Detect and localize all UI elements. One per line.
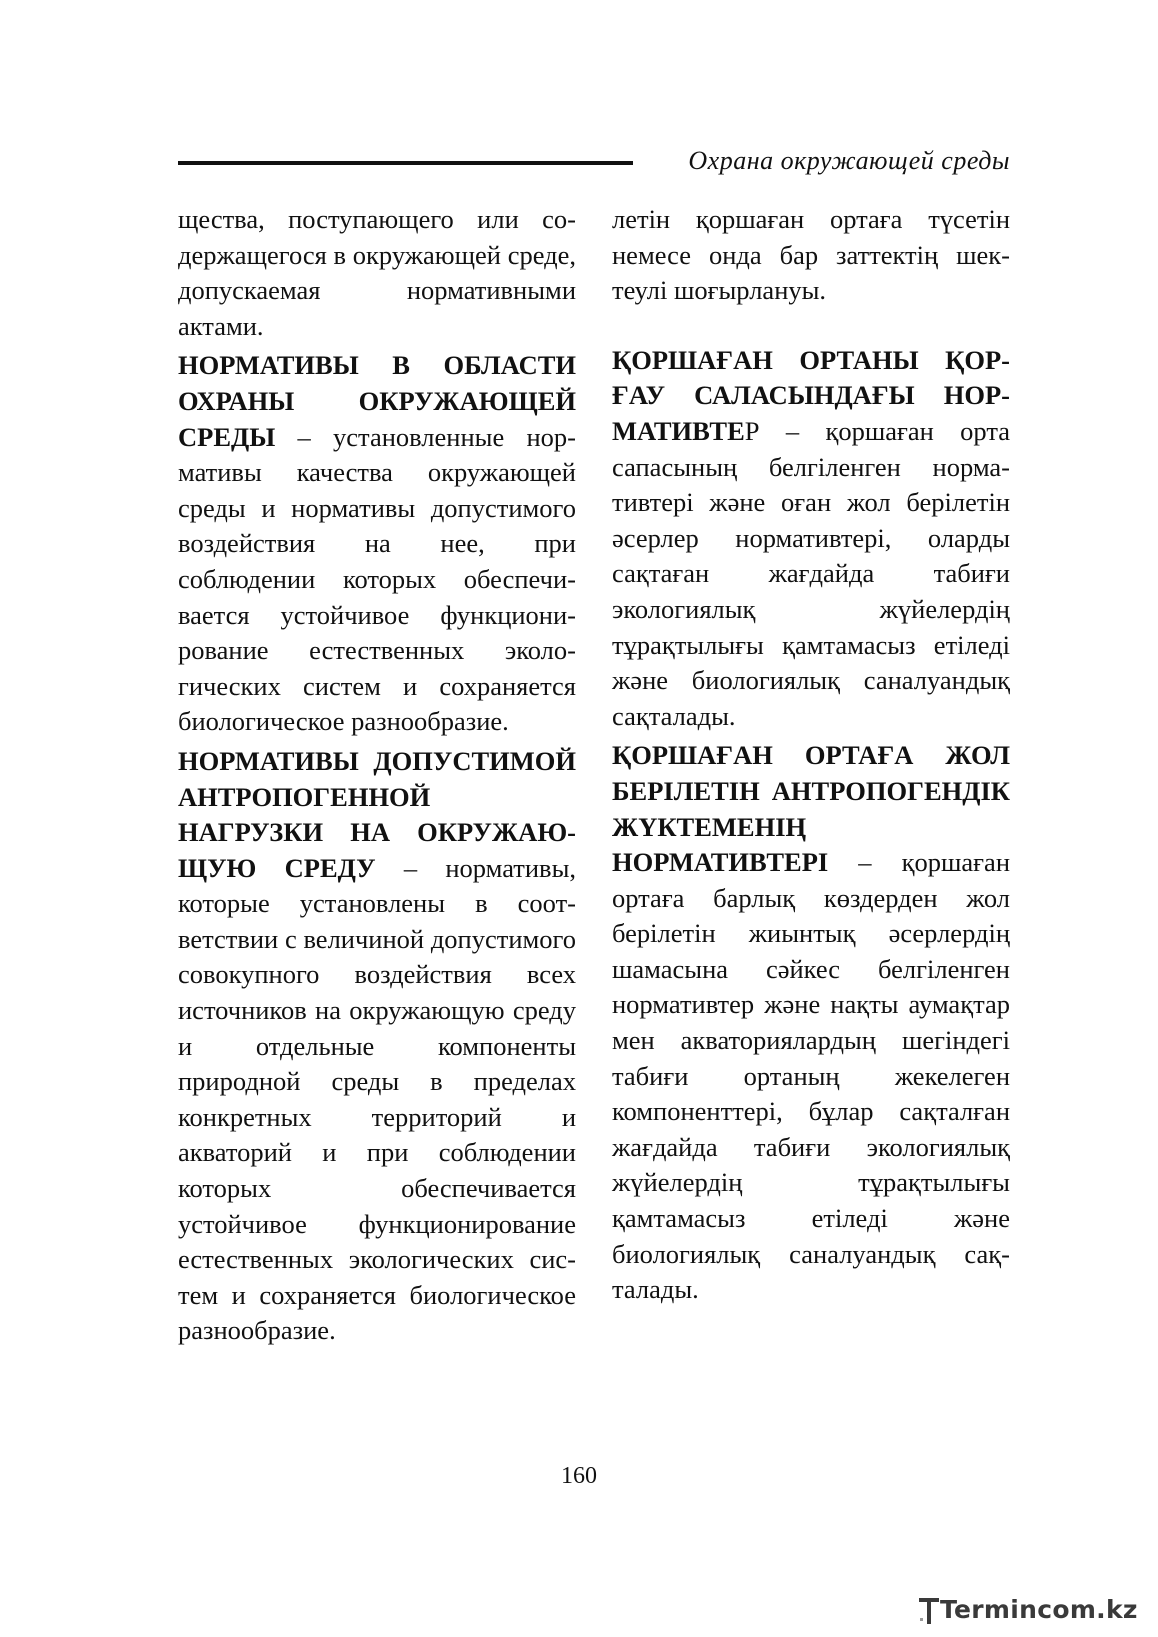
entry-term: НОРМАТИВЫ ДОПУСТИМОЙ АНТРОПОГЕННОЙ НАГРУЗКИ НА ОКРУЖАЮЩУЮ СРЕДУ	[178, 745, 576, 883]
left-column	[178, 202, 576, 1349]
entry-definition: – қоршаған ортаға барлық көздерден жол берілетін жиынтық әсерлердің шамасына сәйкес белгіленген нормативтер және нақты аумақтар мен акваториялардың шегіндегі табиғи ортаның жекелеген компоненттері, бұлар сақталған жағдайда табиғи экологиялық жүйелердің тұрақтылығы қамтамасыз етіледі және биологиялық саналуандық сақталады.	[612, 847, 1010, 1305]
entry-definition: – установленные нормативы качества окружающей среды и нормативы допустимого воздействия на нее, при соблюдении которых обеспечивается устойчивое функционирование естественных экологических систем и сохраняется биологическое разнообразие.	[178, 421, 576, 737]
dictionary-entry	[178, 348, 576, 740]
running-header	[178, 146, 1010, 186]
termincom-logo-icon	[918, 1596, 940, 1626]
header-rule	[178, 161, 633, 165]
entry-definition: – нормативы, которые установлены в соответствии с величиной допустимого совокупного воздействия всех источников на окружающую среду и отдельные компоненты природной среды в пределах конкретных территорий и акваторий и при соблюдении которых обеспечивается устойчивое функционирование естественных экологических систем и сохраняется биологическое разнообразие.	[178, 852, 576, 1346]
continued-paragraph: летін қоршаған ортаға түсетін немесе онда бар заттектің шектеулі шоғырлануы.	[612, 204, 1010, 306]
entry-term: НОРМАТИВЫ В ОБЛАСТИ ОХРАНЫ ОКРУЖАЮЩЕЙ СРЕДЫ	[178, 350, 576, 452]
entry-term: ҚОРШАҒАН ОРТАҒА ЖОЛ БЕРІЛЕТІН АНТРОПОГЕНДІК ЖҮКТЕМЕНІҢ НОРМАТИВТЕРІ	[612, 740, 1010, 878]
watermark-text: Termincom.kz	[940, 1595, 1138, 1624]
watermark	[918, 1591, 1138, 1631]
continued-paragraph: щества, поступающего или содержащегося в окружающей среде, допускаемая нормативными актами.	[178, 204, 576, 341]
entry-term: ҚОРШАҒАН ОРТАНЫ ҚОРҒАУ САЛАСЫНДАҒЫ НОРМАТИВТЕ	[612, 344, 1010, 446]
running-header-title: Охрана окружающей среды	[688, 146, 1010, 175]
dictionary-entry	[178, 744, 576, 1349]
dictionary-entry	[612, 738, 1010, 1308]
entry-definition: Р – қоршаған орта сапасының белгіленген нормативтері және оған жол берілетін әсерлер нормативтері, оларды сақтаған жағдайда табиғи экологиялық жүйелердің тұрақтылығы қамтамасыз етіледі және биологиялық саналуандық сақталады.	[612, 415, 1010, 731]
page-number: 160	[561, 1463, 597, 1489]
dictionary-entry	[612, 343, 1010, 735]
right-column	[612, 202, 1010, 1308]
